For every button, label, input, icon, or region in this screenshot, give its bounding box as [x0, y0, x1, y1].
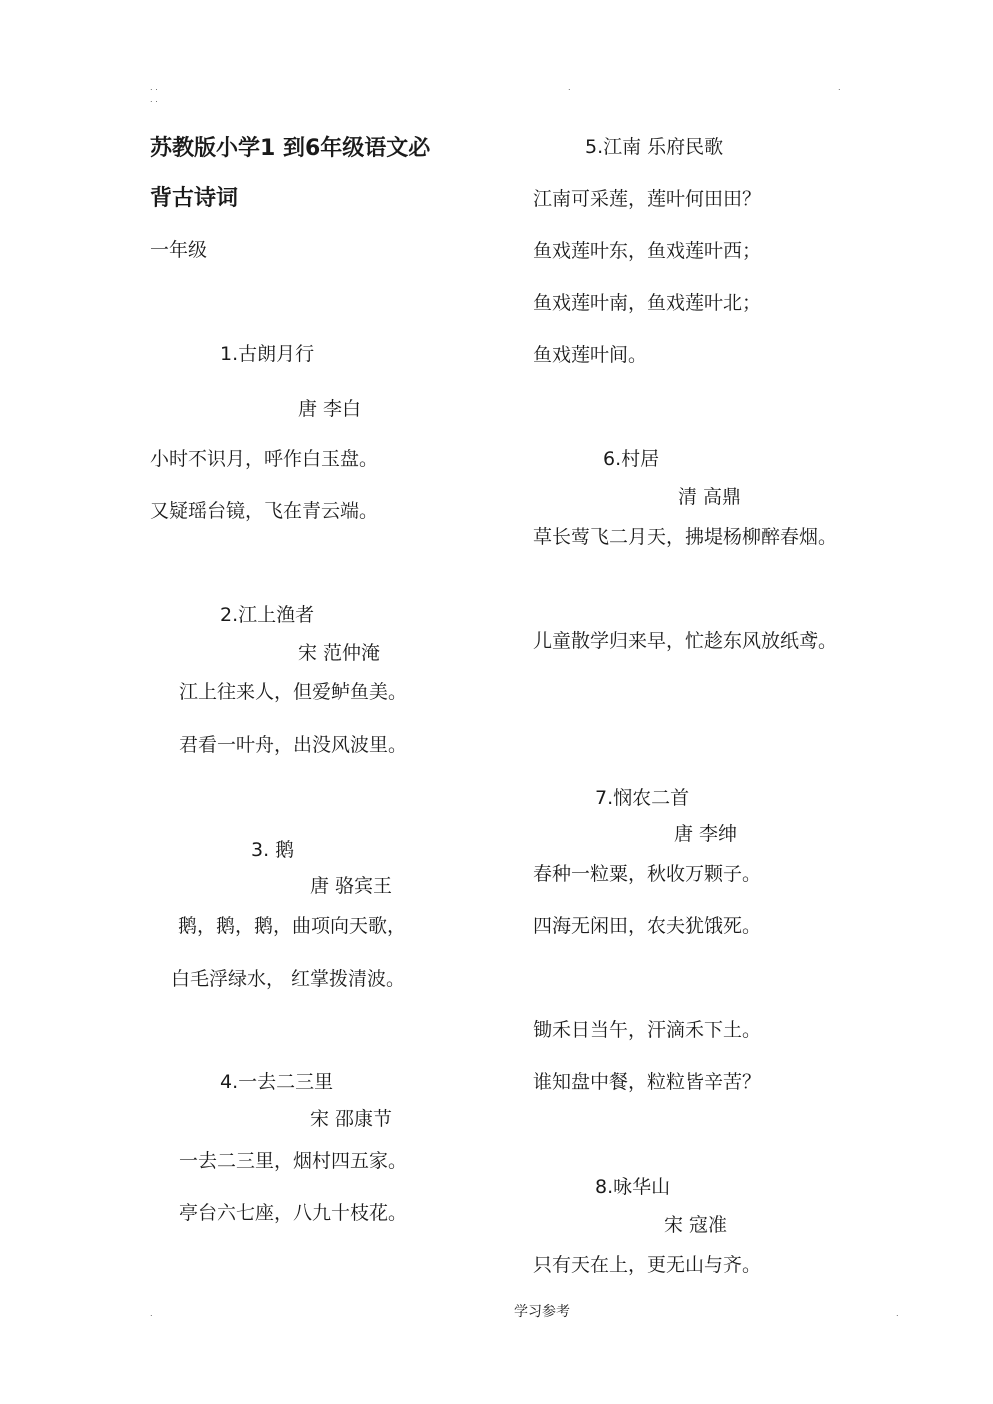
poem-title: 5.江南 乐府民歌 [585, 136, 724, 158]
poem-author: 唐 李绅 [674, 823, 738, 845]
poem-title: 3. 鹅 [251, 839, 295, 861]
page-title-line2: 背古诗词 [150, 186, 239, 211]
poem-line: 白毛浮绿水， 红掌拨清波。 [171, 968, 406, 990]
poem-author: 清 高鼎 [678, 486, 742, 508]
page-footer: 学习参考 [514, 1304, 570, 1320]
poem-line: 君看一叶舟，出没风波里。 [179, 734, 408, 756]
corner-mark: . [838, 83, 841, 92]
poem-line: 四海无闲田，农夫犹饿死。 [533, 915, 762, 937]
poem-title: 2.江上渔者 [220, 604, 315, 626]
poem-line: 一去二三里，烟村四五家。 [179, 1150, 408, 1172]
poem-line: 鱼戏莲叶南，鱼戏莲叶北； [533, 292, 762, 314]
poem-line: 鱼戏莲叶东，鱼戏莲叶西； [533, 240, 762, 262]
poem-line: 鹅，鹅，鹅，曲项向天歌， [178, 915, 407, 937]
poem-line: 锄禾日当午，汗滴禾下土。 [533, 1019, 762, 1041]
poem-line: 草长莺飞二月天，拂堤杨柳醉春烟。 [533, 526, 838, 548]
poem-author: 宋 寇准 [664, 1214, 728, 1236]
poem-line: 亭台六七座，八九十枝花。 [179, 1202, 408, 1224]
poem-author: 宋 邵康节 [310, 1108, 393, 1130]
poem-author: 唐 李白 [298, 398, 362, 420]
corner-mark: . [896, 1309, 899, 1318]
poem-title: 7.悯农二首 [595, 787, 690, 809]
poem-line: 江南可采莲，莲叶何田田？ [533, 188, 762, 210]
grade-heading: 一年级 [150, 239, 208, 261]
corner-mark: . [150, 1309, 153, 1318]
poem-line: 鱼戏莲叶间。 [533, 344, 648, 366]
poem-line: 又疑瑶台镜，飞在青云端。 [150, 500, 379, 522]
poem-title: 1.古朗月行 [220, 343, 315, 365]
poem-title: 4.一去二三里 [220, 1071, 334, 1093]
corner-mark: . . [150, 83, 158, 92]
poem-title: 8.咏华山 [595, 1176, 671, 1198]
poem-line: 江上往来人，但爱鲈鱼美。 [179, 681, 408, 703]
poem-line: 谁知盘中餐，粒粒皆辛苦？ [533, 1071, 762, 1093]
poem-line: 只有天在上，更无山与齐。 [533, 1254, 762, 1276]
corner-mark: . . [150, 95, 158, 104]
page-title-line1: 苏教版小学1 到6年级语文必 [150, 136, 431, 161]
poem-line: 儿童散学归来早，忙趁东风放纸鸢。 [533, 630, 838, 652]
poem-line: 小时不识月，呼作白玉盘。 [150, 448, 379, 470]
poem-author: 唐 骆宾王 [310, 875, 393, 897]
poem-author: 宋 范仲淹 [298, 642, 381, 664]
poem-title: 6.村居 [603, 448, 660, 470]
corner-mark: . [568, 83, 571, 92]
poem-line: 春种一粒粟，秋收万颗子。 [533, 863, 762, 885]
